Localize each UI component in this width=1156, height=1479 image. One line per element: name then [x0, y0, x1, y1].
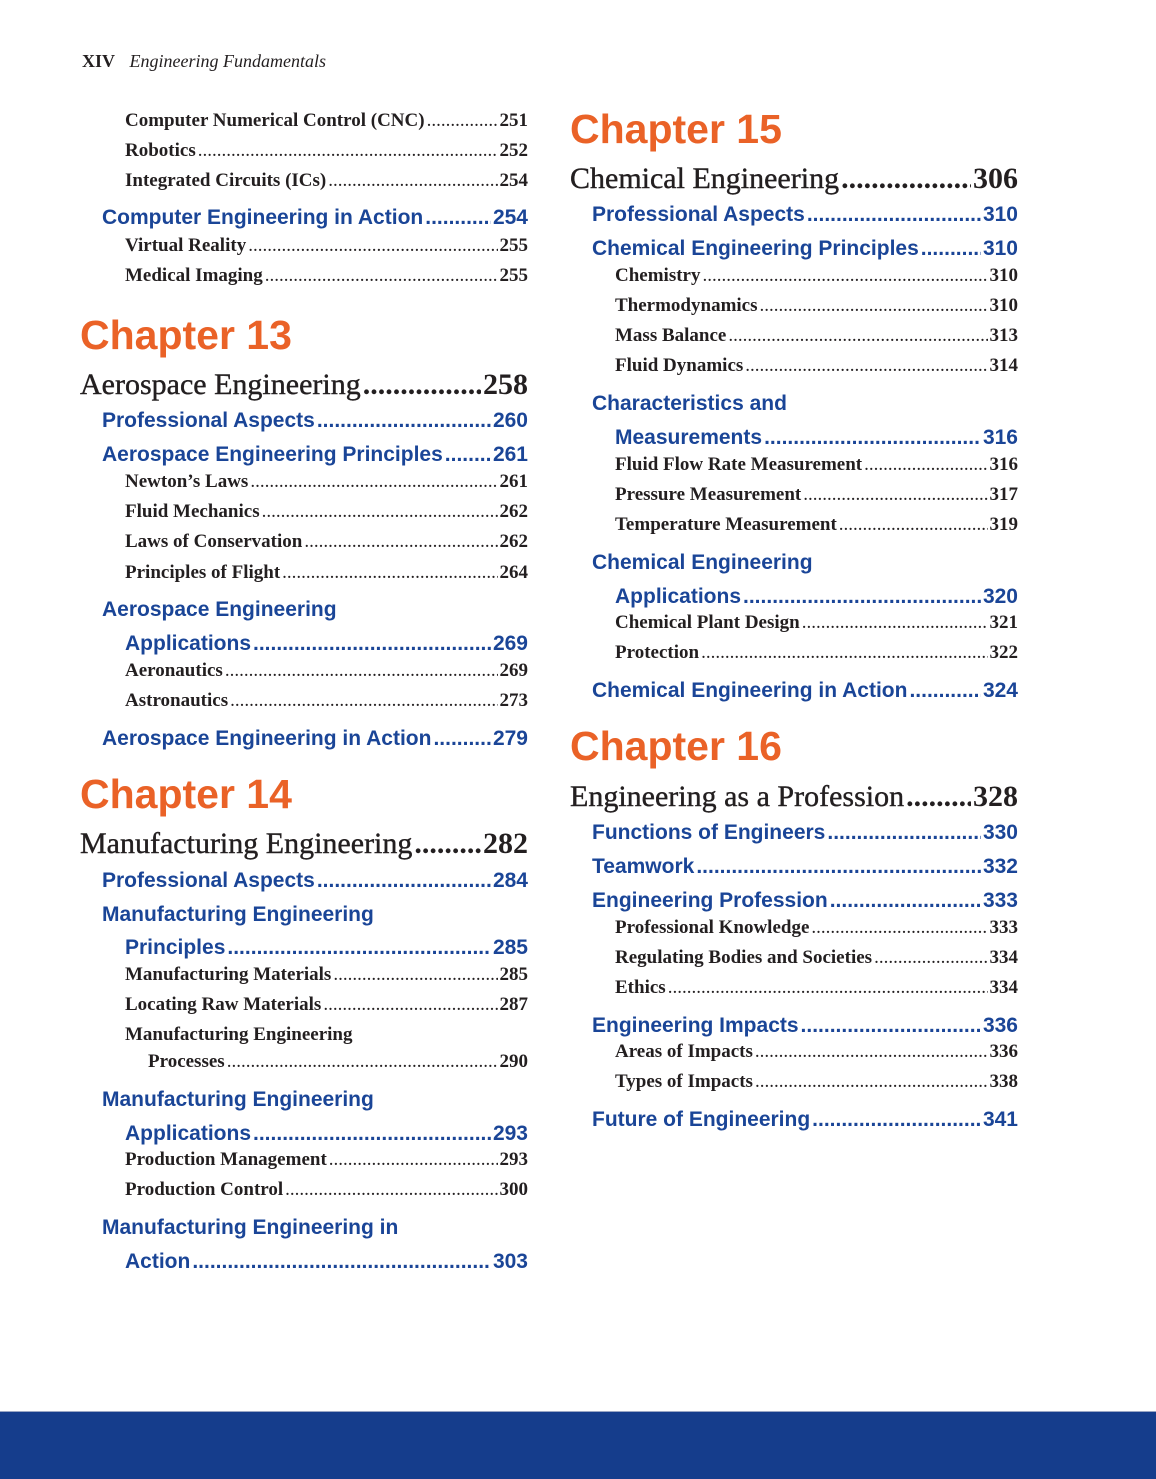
dot-leader	[755, 1070, 988, 1094]
toc-section-entry[interactable]: Computer Engineering in Action ..... 254	[102, 205, 528, 231]
toc-entry[interactable]: Processes ..... 290	[148, 1050, 528, 1074]
chapter-16-title-entry[interactable]: Engineering as a Profession ..... 328	[570, 779, 1018, 815]
page-ref: 324	[982, 679, 1018, 702]
page-ref: 332	[982, 855, 1018, 878]
page-ref: 258	[483, 368, 528, 401]
dot-leader	[427, 109, 498, 133]
dot-leader	[755, 1040, 988, 1064]
dot-leader	[841, 161, 971, 197]
dot-leader	[909, 678, 981, 704]
page-ref: 273	[499, 690, 528, 711]
page-ref: 262	[499, 531, 528, 552]
toc-entry[interactable]: Thermodynamics ..... 310	[615, 294, 1018, 318]
dot-leader	[801, 1013, 981, 1039]
page-ref: 284	[492, 869, 528, 892]
page-ref: 260	[492, 409, 528, 432]
dot-leader	[227, 1050, 498, 1074]
toc-entry[interactable]: Aeronautics ..... 269	[125, 659, 528, 683]
toc-section-entry[interactable]: Functions of Engineers ..... 330	[592, 820, 1018, 846]
toc-entry[interactable]: Medical Imaging ..... 255	[125, 264, 528, 288]
page-ref: 251	[499, 110, 528, 131]
dot-leader	[743, 584, 981, 610]
page-ref: 317	[989, 484, 1018, 505]
toc-section-entry[interactable]: Chemical Engineering in Action ..... 324	[592, 678, 1018, 704]
toc-entry[interactable]: Professional Knowledge ..... 333	[615, 916, 1018, 940]
toc-entry-line1[interactable]: Manufacturing Engineering	[125, 1024, 353, 1045]
toc-section-entry[interactable]: Measurements ..... 316	[615, 425, 1018, 451]
toc-section-entry-line1[interactable]: Characteristics and	[592, 392, 787, 415]
dot-leader	[304, 530, 497, 554]
page-ref: 333	[989, 917, 1018, 938]
page-ref: 261	[499, 471, 528, 492]
dot-leader	[864, 453, 987, 477]
dot-leader	[333, 963, 497, 987]
page-ref: 336	[989, 1041, 1018, 1062]
toc-section-entry[interactable]: Engineering Impacts ..... 336	[592, 1013, 1018, 1039]
toc-entry[interactable]: Astronautics ..... 273	[125, 689, 528, 713]
dot-leader	[262, 500, 498, 524]
dot-leader	[445, 442, 491, 468]
toc-entry[interactable]: Regulating Bodies and Societies ..... 334	[615, 946, 1018, 970]
toc-entry[interactable]: Chemistry ..... 310	[615, 264, 1018, 288]
dot-leader	[285, 1178, 497, 1202]
dot-leader	[363, 367, 481, 403]
page-ref: 333	[982, 889, 1018, 912]
running-head	[82, 49, 326, 73]
page-ref: 290	[499, 1051, 528, 1072]
page-ref: 338	[989, 1071, 1018, 1092]
dot-leader	[265, 264, 498, 288]
toc-section-entry[interactable]: Applications ..... 293	[125, 1121, 528, 1147]
dot-leader	[701, 641, 987, 665]
toc-entry[interactable]: Robotics ..... 252	[125, 139, 528, 163]
dot-leader	[728, 324, 987, 348]
dot-leader	[329, 1148, 498, 1172]
page-ref: 322	[989, 642, 1018, 663]
toc-section-entry-line1[interactable]: Manufacturing Engineering	[102, 1088, 374, 1111]
page-ref: 341	[982, 1108, 1018, 1131]
dot-leader	[192, 1249, 491, 1275]
toc-entry[interactable]: Fluid Mechanics ..... 262	[125, 500, 528, 524]
toc-section-entry[interactable]: Action ..... 303	[125, 1249, 528, 1275]
dot-leader	[328, 169, 497, 193]
toc-entry[interactable]: Fluid Flow Rate Measurement ..... 316	[615, 453, 1018, 477]
page-ref: 320	[982, 585, 1018, 608]
toc-entry[interactable]: Locating Raw Materials ..... 287	[125, 993, 528, 1017]
page-ref: 285	[492, 936, 528, 959]
page-ref: 255	[499, 265, 528, 286]
toc-section-entry[interactable]: Principles ..... 285	[125, 935, 528, 961]
page-ref: 334	[989, 947, 1018, 968]
chapter-15-label: Chapter 15	[570, 106, 782, 152]
page-ref: 310	[989, 295, 1018, 316]
dot-leader	[425, 205, 491, 231]
toc-entry[interactable]: Production Management ..... 293	[125, 1148, 528, 1172]
page-ref: 306	[973, 162, 1018, 195]
chapter-16-label: Chapter 16	[570, 723, 782, 769]
toc-section-entry[interactable]: Aerospace Engineering in Action ..... 279	[102, 726, 528, 752]
page-ref: 303	[492, 1250, 528, 1273]
toc-entry[interactable]: Computer Numerical Control (CNC) ..... 251	[125, 109, 528, 133]
page-ref: 310	[989, 265, 1018, 286]
toc-section-entry-line1[interactable]: Manufacturing Engineering	[102, 903, 374, 926]
page-ref: 300	[499, 1179, 528, 1200]
page-ref: 316	[982, 426, 1018, 449]
dot-leader	[227, 935, 491, 961]
page-ref: 285	[499, 964, 528, 985]
dot-leader	[230, 689, 497, 713]
dot-leader	[803, 483, 987, 507]
page-ref: 279	[492, 727, 528, 750]
page-ref: 254	[492, 206, 528, 229]
page-ref: 293	[499, 1149, 528, 1170]
page-ref: 293	[492, 1122, 528, 1145]
toc-entry[interactable]: Newton’s Laws ..... 261	[125, 470, 528, 494]
dot-leader	[760, 294, 988, 318]
toc-section-entry[interactable]: Professional Aspects ..... 310	[592, 202, 1018, 228]
page-ref: 328	[973, 780, 1018, 813]
page-ref: 264	[499, 562, 528, 583]
dot-leader	[317, 408, 491, 434]
page-ref: 336	[982, 1014, 1018, 1037]
page-ref: 262	[499, 501, 528, 522]
chapter-14-title-entry[interactable]: Manufacturing Engineering ..... 282	[80, 826, 528, 862]
dot-leader	[248, 234, 497, 258]
page-ref: 310	[982, 237, 1018, 260]
toc-entry[interactable]: Production Control ..... 300	[125, 1178, 528, 1202]
dot-leader	[812, 1107, 981, 1133]
dot-leader	[874, 946, 987, 970]
toc-section-entry[interactable]: Professional Aspects ..... 260	[102, 408, 528, 434]
toc-entry[interactable]: Temperature Measurement ..... 319	[615, 513, 1018, 537]
toc-entry[interactable]: Principles of Flight ..... 264	[125, 561, 528, 585]
dot-leader	[906, 779, 971, 815]
toc-entry[interactable]: Fluid Dynamics ..... 314	[615, 354, 1018, 378]
dot-leader	[696, 854, 981, 880]
toc-section-entry[interactable]: Applications ..... 320	[615, 584, 1018, 610]
page-ref: 282	[483, 827, 528, 860]
toc-entry[interactable]: Pressure Measurement ..... 317	[615, 483, 1018, 507]
page-ref: 314	[989, 355, 1018, 376]
page-ref: 310	[982, 203, 1018, 226]
page-ref: 252	[499, 140, 528, 161]
dot-leader	[921, 236, 981, 262]
page-ref: 319	[989, 514, 1018, 535]
toc-section-entry[interactable]: Chemical Engineering Principles ..... 310	[592, 236, 1018, 262]
toc-entry[interactable]: Mass Balance ..... 313	[615, 324, 1018, 348]
toc-section-entry[interactable]: Future of Engineering ..... 341	[592, 1107, 1018, 1133]
toc-entry[interactable]: Laws of Conservation ..... 262	[125, 530, 528, 554]
dot-leader	[250, 470, 497, 494]
page-ref: 269	[492, 632, 528, 655]
book-title: Engineering Fundamentals	[129, 51, 326, 71]
page-number: XIV	[82, 51, 116, 71]
toc-section-entry-line1[interactable]: Chemical Engineering	[592, 551, 813, 574]
toc-entry[interactable]: Virtual Reality ..... 255	[125, 234, 528, 258]
page-ref: 313	[989, 325, 1018, 346]
toc-section-entry[interactable]: Engineering Profession ..... 333	[592, 888, 1018, 914]
toc-section-entry-line1[interactable]: Manufacturing Engineering in	[102, 1216, 399, 1239]
page-ref: 255	[499, 235, 528, 256]
toc-entry[interactable]: Manufacturing Materials ..... 285	[125, 963, 528, 987]
page-ref: 254	[499, 170, 528, 191]
dot-leader	[198, 139, 498, 163]
page-ref: 321	[989, 612, 1018, 633]
chapter-15-title-entry[interactable]: Chemical Engineering ..... 306	[570, 161, 1018, 197]
toc-entry[interactable]: Chemical Plant Design ..... 321	[615, 611, 1018, 635]
dot-leader	[811, 916, 987, 940]
dot-leader	[802, 611, 988, 635]
dot-leader	[433, 726, 491, 752]
chapter-13-title-entry[interactable]: Aerospace Engineering ..... 258	[80, 367, 528, 403]
page-ref: 269	[499, 660, 528, 681]
dot-leader	[702, 264, 987, 288]
dot-leader	[668, 976, 988, 1000]
toc-entry[interactable]: Integrated Circuits (ICs) ..... 254	[125, 169, 528, 193]
dot-leader	[839, 513, 988, 537]
dot-leader	[827, 820, 981, 846]
dot-leader	[225, 659, 498, 683]
dot-leader	[807, 202, 981, 228]
dot-leader	[323, 993, 497, 1017]
toc-entry[interactable]: Protection ..... 322	[615, 641, 1018, 665]
toc-section-entry[interactable]: Teamwork ..... 332	[592, 854, 1018, 880]
toc-section-entry[interactable]: Professional Aspects ..... 284	[102, 868, 528, 894]
chapter-13-label: Chapter 13	[80, 312, 292, 358]
dot-leader	[282, 561, 497, 585]
chapter-14-label: Chapter 14	[80, 771, 292, 817]
page-ref: 261	[492, 443, 528, 466]
dot-leader	[253, 1121, 491, 1147]
page-ref: 334	[989, 977, 1018, 998]
toc-entry[interactable]: Types of Impacts ..... 338	[615, 1070, 1018, 1094]
footer-color-bar	[0, 1411, 1156, 1479]
toc-section-entry-line1[interactable]: Aerospace Engineering	[102, 598, 337, 621]
toc-section-entry[interactable]: Aerospace Engineering Principles ..... 261	[102, 442, 528, 468]
toc-entry[interactable]: Areas of Impacts ..... 336	[615, 1040, 1018, 1064]
page-ref: 330	[982, 821, 1018, 844]
toc-section-entry[interactable]: Applications ..... 269	[125, 631, 528, 657]
page-ref: 287	[499, 994, 528, 1015]
dot-leader	[414, 826, 481, 862]
dot-leader	[253, 631, 491, 657]
page-ref: 316	[989, 454, 1018, 475]
dot-leader	[830, 888, 981, 914]
dot-leader	[317, 868, 491, 894]
dot-leader	[764, 425, 981, 451]
toc-entry[interactable]: Ethics ..... 334	[615, 976, 1018, 1000]
dot-leader	[745, 354, 987, 378]
